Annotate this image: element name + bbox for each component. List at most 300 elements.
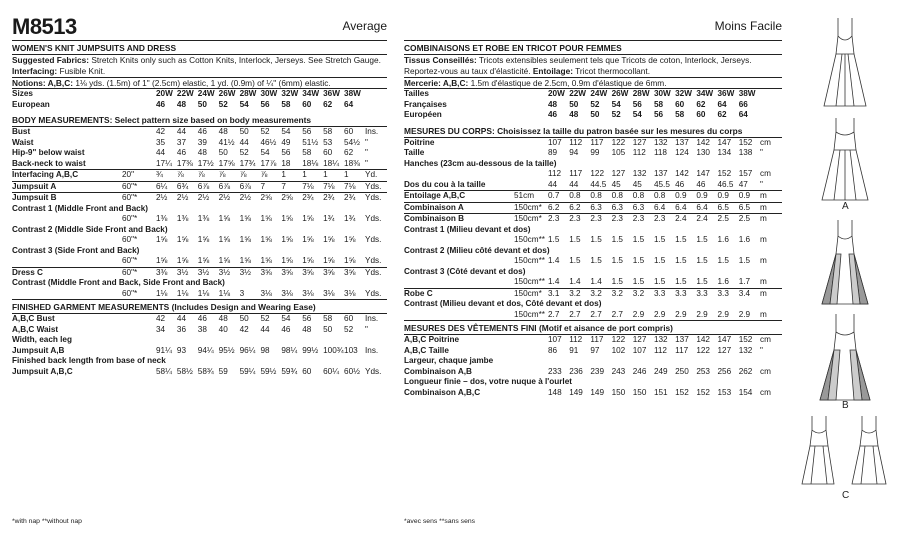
size-cell: 36W — [323, 89, 340, 99]
spacer — [760, 110, 782, 121]
value-cell: 6¼ — [156, 181, 177, 193]
value-cell: 1.5 — [611, 235, 623, 245]
value-cell: 1⅜ — [197, 214, 210, 224]
value-cell: 1⅝ — [281, 235, 293, 245]
size-cell: 54 — [239, 99, 249, 109]
fabric-width: 51cm — [514, 191, 535, 201]
subheading: Contrast 3 (Side Front and Back) — [12, 245, 140, 255]
garment-illustrations — [800, 14, 915, 504]
unit-cell: m — [760, 202, 782, 214]
row-label: Jumpsuit A,B,C — [12, 366, 73, 376]
table-row — [404, 277, 782, 288]
value-cell: 1⅛ — [197, 288, 210, 298]
fabric-width — [514, 180, 548, 191]
value-cell: 137 — [653, 169, 668, 179]
value-cell: 60 — [323, 148, 333, 158]
value-cell: 253 — [696, 366, 710, 376]
unit-cell: m — [760, 256, 767, 266]
value-cell: 236 — [569, 366, 583, 376]
value-cell: 137 — [675, 335, 689, 345]
value-cell: 60 — [344, 314, 354, 324]
value-cell: 40 — [218, 324, 228, 334]
view-c-label: C — [842, 490, 850, 501]
spacer — [122, 100, 156, 111]
table-subheading-row — [404, 225, 782, 236]
size-cell: 60 — [675, 99, 685, 109]
value-cell: 58 — [323, 127, 333, 137]
value-cell: 2¾ — [323, 193, 344, 204]
size-cell: 50 — [197, 99, 207, 109]
unit-cell: m — [760, 288, 782, 299]
subheading: Contrast (Milieu devant et dos, Côté devant et dos) — [404, 299, 602, 309]
value-cell: 1.5 — [696, 256, 708, 266]
size-cell: 62 — [696, 99, 706, 109]
unit-cell: Yds. — [365, 193, 387, 204]
view-b-front-sketch — [822, 220, 868, 304]
table-row — [12, 193, 387, 204]
value-cell: 50 — [239, 314, 249, 324]
value-cell: 98 — [260, 345, 270, 355]
value-cell: 2.4 — [696, 214, 717, 225]
fabric-width — [122, 367, 156, 378]
value-cell: 149 — [590, 387, 605, 397]
value-cell: 0.9 — [696, 191, 708, 201]
value-cell: 132 — [653, 137, 668, 147]
section-title: WOMEN'S KNIT JUMPSUITS AND DRESS — [12, 41, 387, 55]
unit-cell: m — [760, 214, 782, 225]
table-row — [12, 346, 387, 357]
value-cell: 1⅛ — [176, 288, 189, 298]
row-label: Jumpsuit B — [12, 193, 122, 204]
value-cell: 94 — [569, 148, 579, 158]
value-cell: 122 — [696, 345, 710, 355]
table-row — [12, 214, 387, 225]
value-cell: ⅞ — [197, 170, 205, 180]
value-cell: 147 — [696, 169, 710, 179]
value-cell: 1⅝ — [344, 256, 356, 266]
value-cell: 62 — [344, 148, 354, 158]
english-column — [12, 14, 387, 377]
spacer — [760, 89, 782, 100]
value-cell: 2¾ — [302, 193, 323, 204]
value-cell: 154 — [738, 387, 753, 397]
table-row — [12, 256, 387, 267]
value-cell: ⅞ — [239, 170, 247, 180]
unit-cell: m — [760, 235, 767, 245]
fabrics-text-fr: Tissus Conseillés: Tricots extensibles seulement tels que Tricots de coton, Interlock, Jerseys. — [404, 55, 752, 65]
unit-cell: Ins. — [365, 345, 379, 355]
value-cell: 130 — [696, 148, 710, 158]
value-cell: 112 — [569, 137, 583, 147]
table-row — [12, 148, 387, 159]
row-label: Interfacing A,B,C — [12, 170, 79, 180]
row-label: Européen — [404, 110, 442, 120]
value-cell: 142 — [675, 169, 689, 179]
row-label: Combinaison B — [404, 214, 514, 225]
size-cell: 64 — [344, 99, 354, 109]
value-cell: 3⅛ — [281, 288, 293, 298]
value-cell: 53 — [323, 137, 333, 147]
row-label: Sizes — [12, 89, 33, 99]
value-cell: ⅞ — [218, 170, 226, 180]
table-row — [404, 310, 782, 321]
row-label: Jumpsuit A,B — [12, 345, 65, 355]
value-cell: 152 — [738, 335, 753, 345]
value-cell: 60½ — [344, 366, 360, 376]
table-row — [404, 367, 782, 378]
finished-title: FINISHED GARMENT MEASUREMENTS (Includes Design and Wearing Ease) — [12, 299, 387, 314]
value-cell: 1.4 — [548, 256, 560, 266]
table-row — [404, 214, 782, 225]
unit-cell: Yds. — [365, 181, 387, 193]
value-cell: 97 — [590, 345, 600, 355]
table-row — [404, 346, 782, 357]
size-cell: 20W — [548, 89, 565, 99]
table-row — [12, 181, 387, 193]
value-cell: ¾ — [156, 170, 163, 180]
table-row — [12, 100, 387, 111]
size-cell: 64 — [738, 110, 748, 120]
fabric-width — [514, 388, 548, 399]
value-cell: 3½ — [240, 267, 261, 278]
value-cell: 18⅜ — [344, 158, 360, 168]
value-cell: 239 — [590, 366, 605, 376]
value-cell: 1⅛ — [156, 288, 168, 298]
fabric-width: 60"* — [122, 235, 138, 245]
value-cell: 1¾ — [323, 214, 335, 224]
table-subheading-row — [12, 278, 387, 289]
value-cell: 152 — [675, 387, 689, 397]
value-cell: 2.7 — [569, 309, 581, 319]
row-label: A,B,C Waist — [12, 324, 59, 334]
subheading: Contrast 2 (Milieu côté devant et dos) — [404, 245, 550, 255]
value-cell: 1.5 — [696, 277, 708, 287]
value-cell: 151 — [653, 387, 668, 397]
value-cell: 3.2 — [590, 288, 611, 299]
value-cell: 1⅝ — [281, 256, 293, 266]
view-b-label: B — [842, 400, 849, 411]
value-cell: 36 — [176, 324, 186, 334]
value-cell: 0.9 — [675, 191, 687, 201]
size-cell: 28W — [239, 89, 257, 99]
fabric-width: 150cm* — [514, 202, 548, 214]
value-cell: 39 — [197, 137, 207, 147]
value-cell: 1.5 — [675, 277, 687, 287]
footnote: *with nap **without nap — [12, 518, 82, 525]
value-cell: 122 — [611, 335, 626, 345]
table-row — [12, 235, 387, 246]
table-subheading-row — [12, 335, 387, 346]
fabric-width — [514, 169, 548, 180]
size-cell: 48 — [176, 99, 186, 109]
fabric-width — [122, 127, 156, 138]
value-cell: 2.9 — [632, 309, 645, 319]
value-cell: 6.3 — [633, 202, 654, 214]
subheading: Contrast 2 (Middle Side Front and Back) — [12, 224, 168, 234]
value-cell: 262 — [738, 366, 753, 376]
value-cell: 51½ — [302, 137, 319, 147]
fabric-width: 150cm* — [514, 214, 548, 225]
notions-text-fr: Mercerie: A,B,C: 1.5m d'élastique de 2.5cm, 0.9m d'élastique de 6mm. — [404, 78, 782, 90]
size-cell: 62 — [717, 110, 727, 120]
view-a-front-sketch — [824, 18, 866, 106]
value-cell: 1⅝ — [302, 256, 314, 266]
size-cell: 38W — [738, 89, 756, 99]
size-cell: 62 — [323, 99, 333, 109]
value-cell: 152 — [738, 137, 753, 147]
value-cell: 3.2 — [569, 288, 590, 299]
value-cell: 2.3 — [569, 214, 590, 225]
difficulty-label-fr: Moins Facile — [714, 19, 782, 33]
value-cell: 1.5 — [653, 256, 666, 266]
value-cell: 1⅝ — [176, 256, 189, 266]
value-cell: 47 — [738, 179, 748, 189]
value-cell: 3½ — [198, 267, 219, 278]
size-cell: 22W — [569, 89, 587, 99]
value-cell: 35 — [156, 137, 166, 147]
size-cell: 58 — [653, 99, 664, 109]
value-cell: 2.3 — [612, 214, 633, 225]
value-cell: 49 — [281, 137, 291, 147]
row-label: Combinaison A,B,C — [404, 387, 481, 397]
value-cell: 243 — [611, 366, 626, 376]
value-cell: 249 — [653, 366, 668, 376]
value-cell: 2.7 — [548, 309, 560, 319]
value-cell: 56 — [281, 148, 291, 158]
value-cell: 107 — [548, 137, 562, 147]
value-cell: 117 — [569, 169, 583, 179]
value-cell: 246 — [632, 366, 647, 376]
value-cell: 45.5 — [653, 179, 670, 189]
table-subheading-row — [404, 267, 782, 278]
value-cell: 59¼ — [239, 366, 256, 376]
value-cell: 1⅜ — [176, 214, 189, 224]
value-cell: 102 — [611, 345, 626, 355]
value-cell: 1.5 — [632, 256, 645, 266]
size-cell: 34W — [302, 89, 320, 99]
value-cell: 95½ — [218, 345, 235, 355]
fabric-width — [514, 148, 548, 159]
value-cell: 127 — [632, 137, 647, 147]
value-cell: 60¼ — [323, 366, 340, 376]
value-cell: 148 — [548, 387, 562, 397]
value-cell: 1 — [302, 170, 307, 180]
value-cell: 112 — [653, 345, 667, 355]
fabric-width: 60"* — [122, 288, 138, 298]
value-cell: 46 — [176, 148, 186, 158]
value-cell: 2⅝ — [260, 193, 281, 204]
body-measurements-title: BODY MEASUREMENTS: Select pattern size based on body measurements — [12, 113, 387, 127]
value-cell: 17⅜ — [176, 158, 193, 168]
value-cell: 17⅝ — [218, 158, 235, 168]
value-cell: 58 — [302, 148, 312, 158]
unit-cell: m — [760, 191, 767, 201]
value-cell: 3½ — [177, 267, 198, 278]
value-cell: 7⅛ — [302, 181, 323, 193]
value-cell: 107 — [632, 345, 647, 355]
row-label: Combinaison A,B — [404, 366, 472, 376]
value-cell: 2.9 — [738, 309, 751, 319]
row-label: Combinaison A — [404, 202, 514, 214]
value-cell: 1.5 — [569, 256, 581, 266]
value-cell: 1.4 — [569, 277, 581, 287]
value-cell: 2.9 — [696, 309, 708, 319]
value-cell: 2.7 — [590, 309, 602, 319]
table-row — [404, 138, 782, 149]
unit-cell: " — [760, 179, 763, 189]
row-label — [404, 277, 514, 288]
fabric-width — [514, 335, 548, 346]
value-cell: 142 — [696, 335, 710, 345]
table-row — [404, 256, 782, 267]
value-cell: 17⅞ — [260, 158, 277, 168]
value-cell: 6.4 — [654, 202, 675, 214]
unit-cell: m — [760, 309, 767, 319]
fabric-width: 150cm** — [514, 235, 545, 245]
row-label: Jumpsuit A — [12, 181, 122, 193]
unit-cell: cm — [760, 137, 771, 147]
value-cell: 2.9 — [653, 309, 666, 319]
value-cell: 3.2 — [612, 288, 633, 299]
fabric-width — [122, 138, 156, 149]
table-row — [12, 367, 387, 378]
value-cell: 58¼ — [156, 366, 172, 376]
value-cell: 2⅝ — [281, 193, 302, 204]
value-cell: 6.5 — [739, 202, 760, 214]
fabrics-text: Suggested Fabrics: Stretch Knits only such as Cotton Knits, Interlock, Jerseys. See Stretch Gauge. — [12, 55, 381, 65]
value-cell: 3.3 — [718, 288, 739, 299]
value-cell: 6.5 — [718, 202, 739, 214]
fabric-width: 60"* — [122, 193, 156, 204]
value-cell: 54 — [281, 314, 291, 324]
value-cell: 138 — [738, 148, 753, 158]
value-cell: 50 — [323, 324, 333, 334]
body-measurements-title-fr: MESURES DU CORPS: Choisissez la taille du patron basée sur les mesures du corps — [404, 124, 782, 138]
size-cell: 56 — [632, 99, 642, 109]
size-cell: 50 — [569, 99, 579, 109]
value-cell: 6.2 — [548, 202, 569, 214]
value-cell: 44.5 — [590, 179, 607, 189]
size-cell: 28W — [632, 89, 650, 99]
value-cell: 127 — [632, 335, 647, 345]
value-cell: 1.4 — [590, 277, 602, 287]
value-cell: 2½ — [219, 193, 240, 204]
value-cell: 157 — [738, 169, 753, 179]
value-cell: 18⅛ — [302, 158, 319, 168]
row-label — [404, 310, 514, 321]
unit-cell: Yds. — [365, 267, 387, 278]
table-row — [12, 138, 387, 149]
view-b-back-sketch — [820, 314, 870, 400]
table-subheading-row — [404, 356, 782, 367]
size-cell: 32W — [675, 89, 692, 99]
value-cell: 1⅝ — [260, 256, 272, 266]
value-cell: 98¼ — [281, 345, 298, 355]
size-cell: 46 — [548, 110, 558, 120]
value-cell: 17¾ — [239, 158, 256, 168]
value-cell: 2.3 — [590, 214, 611, 225]
value-cell: 50 — [218, 148, 228, 158]
value-cell: 127 — [717, 345, 732, 355]
table-subheading-row — [12, 356, 387, 367]
fabric-width — [514, 346, 548, 357]
fabric-width: 150cm* — [514, 288, 548, 299]
value-cell: 1.5 — [675, 256, 687, 266]
value-cell: 44 — [156, 148, 166, 158]
value-cell: 1 — [323, 170, 328, 180]
value-cell: 56 — [302, 314, 312, 324]
table-row — [404, 180, 782, 191]
size-cell: 36W — [717, 89, 735, 99]
value-cell: 117 — [590, 335, 604, 345]
value-cell: 59½ — [260, 366, 277, 376]
unit-cell: " — [365, 324, 368, 334]
table-row — [12, 170, 387, 182]
value-cell: 52 — [260, 314, 270, 324]
size-cell: 58 — [675, 110, 685, 120]
value-cell: 59¾ — [281, 366, 298, 376]
value-cell: 1⅝ — [239, 214, 251, 224]
value-cell: 1⅝ — [281, 214, 293, 224]
value-cell: 48 — [302, 324, 312, 334]
value-cell: 6¾ — [177, 181, 198, 193]
value-cell: 118 — [653, 148, 667, 158]
spacer — [365, 100, 387, 111]
row-label: A,B,C Poitrine — [404, 335, 460, 345]
value-cell: 6.4 — [675, 202, 696, 214]
row-label: A,B,C Bust — [12, 314, 55, 324]
value-cell: 2½ — [240, 193, 261, 204]
value-cell: 2.7 — [611, 309, 623, 319]
value-cell: 7 — [260, 181, 281, 193]
value-cell: 42 — [156, 127, 166, 137]
table-subheading-row — [12, 225, 387, 236]
value-cell: 3⅝ — [302, 267, 323, 278]
unit-cell: Yds. — [365, 366, 382, 376]
sizes-table — [12, 89, 387, 113]
fabric-width: 20" — [122, 170, 135, 180]
value-cell: 0.8 — [611, 191, 623, 201]
value-cell: 142 — [696, 137, 710, 147]
table-row — [12, 289, 387, 300]
size-cell: 22W — [176, 89, 194, 99]
value-cell: 91 — [569, 345, 579, 355]
value-cell: 1.5 — [590, 235, 602, 245]
spacer — [514, 110, 548, 121]
value-cell: 1.5 — [611, 256, 623, 266]
value-cell: 2.5 — [739, 214, 760, 225]
value-cell: 1.5 — [569, 235, 581, 245]
value-cell: 0.9 — [717, 191, 729, 201]
value-cell: 94¼ — [197, 345, 214, 355]
table-subheading-row — [404, 159, 782, 170]
value-cell: 134 — [717, 148, 732, 158]
value-cell: 3.3 — [675, 288, 696, 299]
subheading: Contrast 3 (Côté devant et dos) — [404, 266, 526, 276]
table-row — [404, 110, 782, 121]
value-cell: 96¼ — [239, 345, 256, 355]
value-cell: 52 — [344, 324, 354, 334]
spacer — [122, 89, 156, 100]
unit-cell: " — [365, 137, 368, 147]
table-row — [404, 89, 782, 100]
value-cell: 2.9 — [675, 309, 687, 319]
value-cell: 48 — [218, 127, 228, 137]
value-cell: 0.9 — [738, 191, 751, 201]
unit-cell: Ins. — [365, 314, 379, 324]
row-label: Tailles — [404, 89, 429, 99]
row-label: Françaises — [404, 99, 447, 109]
